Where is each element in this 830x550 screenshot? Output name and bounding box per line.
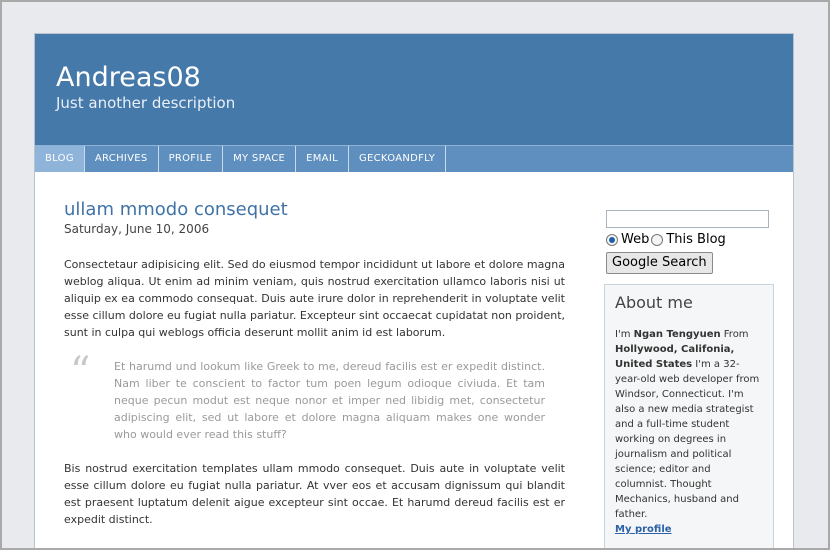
nav-item-email[interactable]: EMAIL — [296, 146, 349, 172]
radio-this-blog[interactable] — [651, 234, 663, 246]
post-paragraph-2: Bis nostrud exercitation templates ullam mmodo consequet. Duis aute in voluptate velit esse cillum dolore eu fugiat nulla pariatur. At vver eos et accusam dignissum qui blandit est praesent luptatum delenit aigue excepteur sint occae. Et harumd dereud facilis est er expedit distinct. — [64, 462, 565, 526]
about-intro: I'm — [615, 329, 634, 340]
quote-text: Et harumd und lookum like Greek to me, dereud facilis est er expedit distinct. Nam liber te conscient to factor tum poen legum odioque civiuda. Et tam neque pecun modut est neque nonor et imper ned libidig met, consectetur adipiscing elit, sed ut labore et dolore magna aliquam makes one wonder who would ever read this stuff? — [114, 360, 545, 441]
about-text — [615, 327, 763, 522]
about-bio: I'm a 32-year-old web developer from Windsor, Connecticut. I'm also a new media strategist and a full-time student working on degrees in journalism and political science; editor and columnist. Thought Mechanics, husband and father. — [615, 359, 760, 520]
about-me-box — [604, 284, 774, 550]
post-blockquote — [70, 349, 545, 443]
google-search-button[interactable]: Google Search — [606, 252, 713, 274]
about-location: Hollywood, Califonia, United States — [615, 344, 735, 370]
nav-item-archives[interactable]: ARCHIVES — [85, 146, 159, 172]
my-profile-link[interactable]: My profile — [615, 524, 672, 535]
nav-bar — [35, 145, 793, 172]
sidebar — [606, 210, 776, 550]
nav-item-profile[interactable]: PROFILE — [159, 146, 224, 172]
about-from: From — [720, 329, 749, 340]
nav-item-my-space[interactable]: MY SPACE — [223, 146, 296, 172]
nav-item-geckoandfly[interactable]: GECKOANDFLY — [349, 146, 446, 172]
about-title: About me — [615, 293, 693, 312]
radio-web-label: Web — [621, 232, 650, 247]
blog-description: Just another description — [56, 94, 236, 112]
post-title[interactable]: ullam mmodo consequet — [64, 199, 288, 220]
post-paragraph-1: Consectetaur adipisicing elit. Sed do eiusmod tempor incididunt ut labore et dolore magna weblog aliqua. Ut enim ad minim veniam, quis nostrud exercitation ullamco laboris nisi ut aliquip ex ea commodo consequat. Duis aute irure dolor in reprehenderit in voluptate velit esse cillum dolore eu fugiat nulla pariatur. Excepteur sint occaecat cupidatat non proident, sunt in culpa qui weblogs officia deserunt mollit anim id est laborum. — [64, 258, 565, 339]
nav-item-blog[interactable]: BLOG — [35, 146, 85, 172]
radio-web[interactable] — [606, 234, 618, 246]
about-name: Ngan Tengyuen — [633, 329, 721, 340]
quote-mark-icon: “ — [70, 349, 91, 395]
main-content — [64, 199, 565, 528]
blog-title[interactable]: Andreas08 — [56, 62, 201, 93]
search-input[interactable] — [606, 210, 769, 228]
page-wrapper — [34, 33, 794, 550]
post-date: Saturday, June 10, 2006 — [64, 222, 210, 236]
search-scope-options — [606, 232, 776, 247]
radio-this-blog-label: This Blog — [666, 232, 726, 247]
blog-header — [35, 34, 793, 145]
